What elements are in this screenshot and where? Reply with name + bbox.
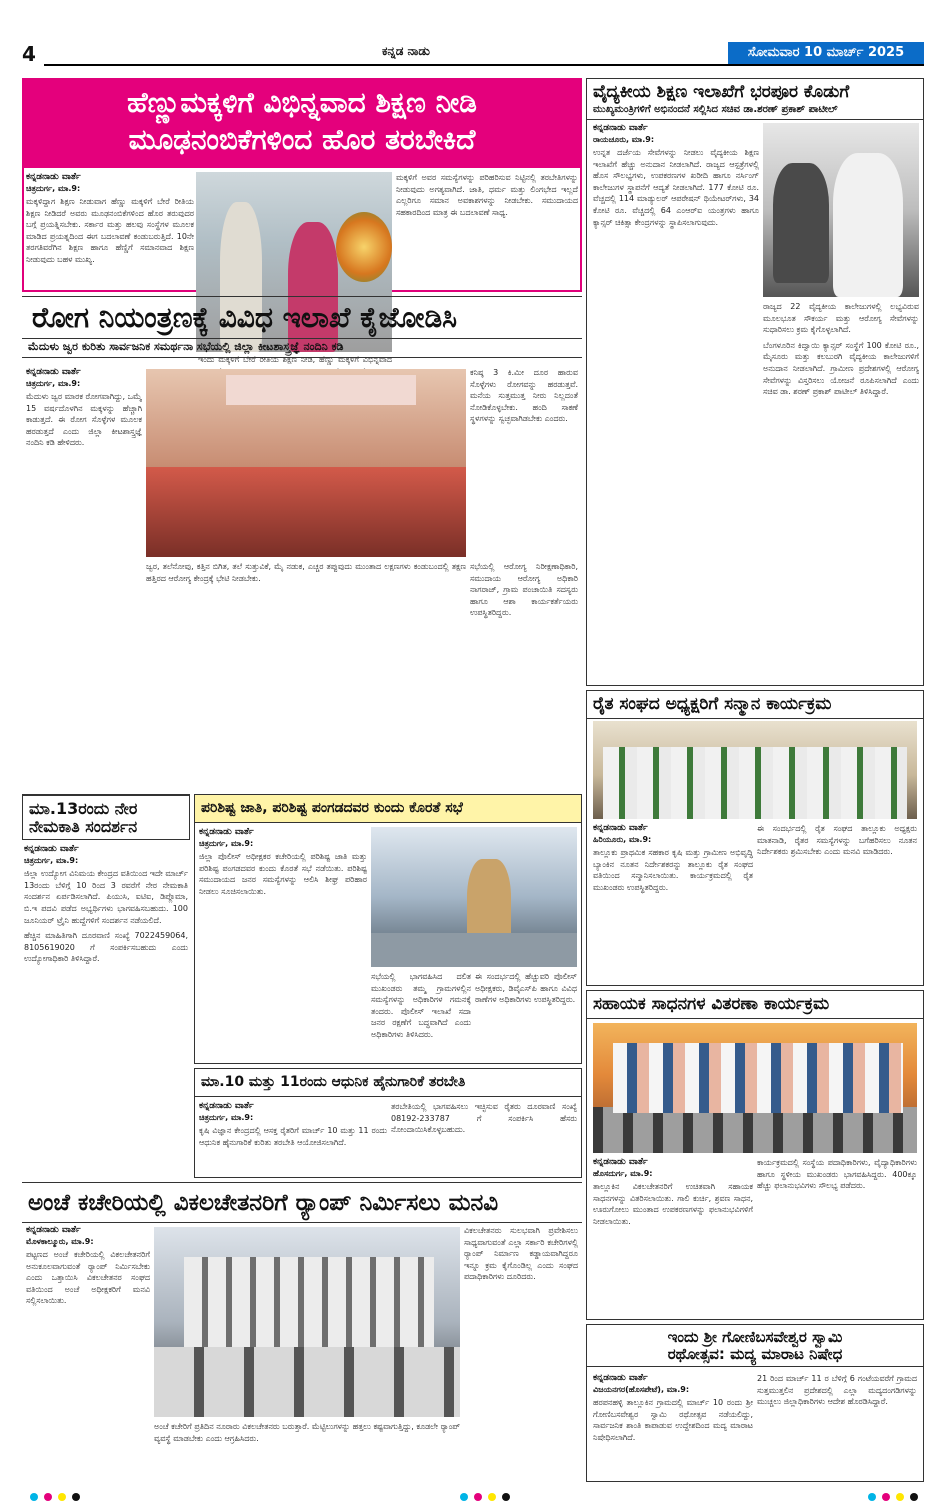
photo-petition xyxy=(154,1227,460,1417)
story3-col1 xyxy=(26,367,142,787)
dateline: ಚಿತ್ರದುರ್ಗ, ಮಾ.9: xyxy=(26,184,81,193)
headline: ಪರಿಶಿಷ್ಟ ಜಾತಿ, ಪರಿಶಿಷ್ಟ ಪಂಗಡದವರ ಕುಂದು ಕೊರತೆ ಸಭೆ xyxy=(195,795,581,823)
group-of-people xyxy=(613,1043,903,1113)
byline: ಕನ್ನಡನಾಡು ವಾರ್ತೆ xyxy=(593,1157,648,1167)
story-medical-education xyxy=(586,78,924,686)
contact-info: ಹೆಚ್ಚಿನ ಮಾಹಿತಿಗಾಗಿ ದೂರವಾಣಿ ಸಂಖ್ಯೆ 7022459064, 8105619020 ಗೆ ಸಂಪರ್ಕಿಸಬಹುದು ಎಂದು ಉದ್ಯೋಗಾಧಿಕಾರಿ ತಿಳಿಸಿದ್ದಾರೆ. xyxy=(24,931,188,964)
body-paragraph: ಕೃಷಿ ವಿಜ್ಞಾನ ಕೇಂದ್ರದಲ್ಲಿ ಆಸಕ್ತ ರೈತರಿಗೆ ಮಾರ್ಚ್ 10 ಮತ್ತು 11 ರಂದು ಆಧುನಿಕ ಹೈನುಗಾರಿಕೆ ಕುರಿತು ತರಬೇತಿ ಆಯೋಜಿಸಲಾಗಿದೆ. xyxy=(199,1126,387,1147)
headline-line1: ಮಾ.13ರಂದು ನೇರ xyxy=(29,799,138,818)
headline-banner xyxy=(24,80,580,168)
masthead xyxy=(22,42,924,70)
figure-official xyxy=(773,163,829,283)
story-dairy-training xyxy=(194,1068,582,1178)
story9-col2 xyxy=(154,1421,460,1479)
byline: ಕನ್ನಡನಾಡು ವಾರ್ತೆ xyxy=(593,123,648,133)
body-paragraph: ಈ ಸಂದರ್ಭದಲ್ಲಿ ರೈತ ಸಂಘದ ತಾಲ್ಲೂಕು ಅಧ್ಯಕ್ಷರು ಮಾತನಾಡಿ, ರೈತರ ಸಮಸ್ಯೆಗಳನ್ನು ಬಗೆಹರಿಸಲು ನೂತನ ನಿರ್ದೇಶಕರು ಶ್ರಮಿಸಬೇಕು ಎಂದು ಮನವಿ ಮಾಡಿದರು. xyxy=(757,824,917,857)
cyan-mark xyxy=(30,1493,38,1501)
dateline: ವಿಜಯನಗರ(ಹೊಸಪೇಟೆ), ಮಾ.9: xyxy=(593,1385,690,1394)
story-assistive-devices xyxy=(586,990,924,1320)
black-mark xyxy=(910,1493,918,1501)
story-recruitment xyxy=(22,794,190,1178)
issue-date: ಸೋಮವಾರ 10 ಮಾರ್ಚ್ 2025 xyxy=(728,42,924,64)
headline-box xyxy=(587,1325,923,1367)
masthead-rule xyxy=(44,64,924,66)
headline: ಅಂಚೆ ಕಚೇರಿಯಲ್ಲಿ ವಿಕಲಚೇತನರಿಗೆ ರ್‍ಯಾಂಪ್ ನಿರ್ಮಿಸಲು ಮನವಿ xyxy=(22,1183,582,1223)
black-mark xyxy=(72,1493,80,1501)
story3-col3 xyxy=(146,561,466,641)
magenta-mark xyxy=(474,1493,482,1501)
body-paragraph: ಜಿಲ್ಲಾ ಪೊಲೀಸ್ ಅಧೀಕ್ಷಕರ ಕಚೇರಿಯಲ್ಲಿ ಪರಿಶಿಷ್ಟ ಜಾತಿ ಮತ್ತು ಪರಿಶಿಷ್ಟ ಪಂಗಡದವರ ಕುಂದು ಕೊರತೆ ಸಭೆ ನಡೆಯಿತು. ಪರಿಶಿಷ್ಟ ಸಮುದಾಯದ ಜನರ ಸಮಸ್ಯೆಗಳನ್ನು ಆಲಿಸಿ ಶೀಘ್ರ ಪರಿಹಾರ ನೀಡಲು ಸೂಚಿಸಲಾಯಿತು. xyxy=(199,852,367,896)
magenta-mark xyxy=(44,1493,52,1501)
dateline: ಚಿತ್ರದುರ್ಗ, ಮಾ.9: xyxy=(26,379,81,388)
wheelchairs xyxy=(593,1107,917,1153)
table xyxy=(371,933,577,967)
story-sc-st-grievance xyxy=(194,794,582,1064)
story6-col3 xyxy=(475,971,577,1061)
story9-col1 xyxy=(26,1225,150,1479)
body-paragraph: ಮಕ್ಕಳಿಗೆ ಅವರ ಸಮಸ್ಯೆಗಳನ್ನು ಪರಿಹರಿಸುವ ನಿಟ್ಟಿನಲ್ಲಿ ತರಬೇತಿಗಳನ್ನು ನೀಡುವುದು ಅಗತ್ಯವಾಗಿದೆ. ಜಾತಿ, ಧರ್ಮ ಮತ್ತು ಲಿಂಗಭೇದ ಇಲ್ಲದೆ ಎಲ್ಲರಿಗೂ ಸಮಾನ ಅವಕಾಶಗಳನ್ನು ನೀಡಬೇಕು. ಸಮುದಾಯದ ಸಹಕಾರದಿಂದ ಮಾತ್ರ ಈ ಬದಲಾವಣೆ ಸಾಧ್ಯ. xyxy=(396,173,578,217)
subheadline: ಮುಖ್ಯಮಂತ್ರಿಗಳಿಗೆ ಅಭಿನಂದನೆ ಸಲ್ಲಿಸಿದ ಸಚಿವ ಡಾ.ಶರಣ್ ಪ್ರಕಾಶ್ ಪಾಟೀಲ್ xyxy=(587,104,923,120)
body-paragraph: ಮಕ್ಕಳಿದ್ದಾಗ ಶಿಕ್ಷಣ ನೀಡುವಾಗ ಹೆಣ್ಣು ಮಕ್ಕಳಿಗೆ ಬೇರೆ ರೀತಿಯ ಶಿಕ್ಷಣ ನೀಡಿದರೆ ಅವರು ಮೂಢನಂಬಿಕೆಗಳಿಂದ ಹೊರ ತರುವುದರ ಬಗ್ಗೆ ಪ್ರಯತ್ನಿಸಬೇಕು. ಸರ್ಕಾರ ಮತ್ತು ಹಲವು ಸಂಸ್ಥೆಗಳ ಮೂಲಕ ಮಾಡಿದ ಪ್ರಯತ್ನದಿಂದ ಈಗ ಬದಲಾವಣೆ ಕಂಡುಬರುತ್ತಿದೆ. 10ನೇ ತರಗತಿವರೆಗಿನ ಶಿಕ್ಷಣ ಹಾಗೂ ಹೆಣ್ಣಿಗೆ ಸಮಾನವಾದ ಶಿಕ್ಷಣ ನೀಡುವುದು ಬಹಳ ಮುಖ್ಯ. xyxy=(26,197,194,264)
body-paragraph: ಇಂದು ಮಕ್ಕಳಿಗೆ ಬೇರೆ ರೀತಿಯ ಶಿಕ್ಷಣ ನೀಡಿ, ಹೆಣ್ಣು ಮಕ್ಕಳಿಗೆ ವಿಭಿನ್ನವಾದ xyxy=(198,355,392,364)
story-farmers-felicitation xyxy=(586,690,924,986)
yellow-mark xyxy=(58,1493,66,1501)
dateline: ಮೊಳಕಾಲ್ಮೂರು, ಮಾ.9: xyxy=(26,1237,94,1246)
photo-felicitation xyxy=(593,721,917,819)
story3-col4 xyxy=(470,561,578,671)
headline: ಸಹಾಯಕ ಸಾಧನಗಳ ವಿತರಣಾ ಕಾರ್ಯಕ್ರಮ xyxy=(587,991,923,1019)
group-of-men xyxy=(603,747,907,819)
dateline: ಚಿತ್ರದುರ್ಗ, ಮಾ.9: xyxy=(199,839,254,848)
story4-col2 xyxy=(757,823,917,983)
dateline: ಹಿರಿಯೂರು, ಮಾ.9: xyxy=(593,835,652,844)
headline: ರೋಗ ನಿಯಂತ್ರಣಕ್ಕೆ ವಿವಿಧ ಇಲಾಖೆ ಕೈಜೋಡಿಸಿ xyxy=(32,301,457,334)
byline: ಕನ್ನಡನಾಡು ವಾರ್ತೆ xyxy=(24,844,79,855)
story6-col2 xyxy=(371,971,471,1061)
photo-police-meeting xyxy=(371,827,577,967)
body-paragraph: ಈ ಸಂದರ್ಭದಲ್ಲಿ ಹೆಚ್ಚುವರಿ ಪೊಲೀಸ್ ಅಧೀಕ್ಷಕರು, ಡಿವೈಎಸ್‌ಪಿ ಹಾಗೂ ವಿವಿಧ ಠಾಣೆಗಳ ಅಧಿಕಾರಿಗಳು ಉಪಸ್ಥಿತರಿದ್ದರು. xyxy=(475,972,577,1005)
body-paragraph: ಜ್ವರ, ತಲೆನೋವು, ಕತ್ತಿನ ಬಿಗಿತ, ತಲೆ ಸುತ್ತುವಿಕೆ, ಮೈ ನಡುಕ, ಎಚ್ಚರ ತಪ್ಪುವುದು ಮುಂತಾದ ಲಕ್ಷಣಗಳು ಕಂಡುಬಂದಲ್ಲಿ ತಕ್ಷಣ ಹತ್ತಿರದ ಆರೋಗ್ಯ ಕೇಂದ್ರಕ್ಕೆ ಭೇಟಿ ನೀಡಬೇಕು. xyxy=(146,562,466,583)
byline: ಕನ್ನಡನಾಡು ವಾರ್ತೆ xyxy=(593,823,648,833)
photo-caption: ರಾಜ್ಯದ 22 ವೈದ್ಯಕೀಯ ಕಾಲೇಜುಗಳಲ್ಲಿ ಲಭ್ಯವಿರುವ ಮೂಲಭೂತ ಸೌಕರ್ಯ ಮತ್ತು ಆರೋಗ್ಯ ಸೇವೆಗಳನ್ನು ಸುಧಾರಿಸಲು ಕ್ರಮ ಕೈಗೊಳ್ಳಲಾಗಿದೆ. xyxy=(763,302,919,335)
byline: ಕನ್ನಡನಾಡು ವಾರ್ತೆ xyxy=(199,827,254,837)
headline-box xyxy=(22,795,190,840)
magenta-mark xyxy=(882,1493,890,1501)
body-paragraph: 21 ರಿಂದ ಮಾರ್ಚ್ 11 ರ ಬೆಳಿಗ್ಗೆ 6 ಗಂಟೆಯವರೆಗೆ ಗ್ರಾಮದ ಸುತ್ತಮುತ್ತಲಿನ ಪ್ರದೇಶದಲ್ಲಿ ಎಲ್ಲಾ ಮದ್ಯದಂಗಡಿಗಳನ್ನು ಮುಚ್ಚಲು ಜಿಲ್ಲಾಧಿಕಾರಿಗಳು ಆದೇಶ ಹೊರಡಿಸಿದ್ದಾರೆ. xyxy=(757,1374,917,1407)
headline-line2: ರಥೋತ್ಸವ: ಮದ್ಯ ಮಾರಾಟ ನಿಷೇಧ xyxy=(667,1344,843,1363)
headline-line2: ಮೂಢನಂಬಿಕೆಗಳಿಂದ ಹೊರ ತರಬೇಕಿದೆ xyxy=(128,122,476,156)
body-paragraph: ಬೆಂಗಳೂರಿನ ಕಿದ್ವಾಯಿ ಕ್ಯಾನ್ಸರ್ ಸಂಸ್ಥೆಗೆ 100 ಕೋಟಿ ರೂ., ಮೈಸೂರು ಮತ್ತು ಕಲಬುರಗಿ ವೈದ್ಯಕೀಯ ಕಾಲೇಜುಗಳಿಗೆ ಅನುದಾನ ನೀಡಲಾಗಿದೆ. ಗ್ರಾಮೀಣ ಪ್ರದೇಶಗಳಲ್ಲಿ ಆರೋಗ್ಯ ಸೇವೆಗಳನ್ನು ವಿಸ್ತರಿಸಲು ಯೋಜನೆ ರೂಪಿಸಲಾಗಿದೆ ಎಂದು ಸಚಿವ ಡಾ. ಶರಣ್ ಪ್ರಕಾಶ್ ಪಾಟೀಲ್ ತಿಳಿಸಿದ್ದಾರೆ. xyxy=(763,340,919,397)
group-of-men xyxy=(184,1257,434,1347)
body-paragraph: ತಾಲ್ಲೂಕು ಪ್ರಾಥಮಿಕ ಸಹಕಾರ ಕೃಷಿ ಮತ್ತು ಗ್ರಾಮೀಣ ಅಭಿವೃದ್ಧಿ ಬ್ಯಾಂಕಿನ ನೂತನ ನಿರ್ದೇಶಕರನ್ನು ತಾಲ್ಲೂಕು ರೈತ ಸಂಘದ ವತಿಯಿಂದ ಸನ್ಮಾನಿಸಲಾಯಿತು. ಕಾರ್ಯಕ್ರಮದಲ್ಲಿ ರೈತ ಮುಖಂಡರು ಉಪಸ್ಥಿತರಿದ್ದರು. xyxy=(593,848,753,892)
yellow-mark xyxy=(896,1493,904,1501)
dateline: ಚಿತ್ರದುರ್ಗ, ಮಾ.9: xyxy=(24,856,79,866)
paper-name: ಕನ್ನಡ ನಾಡು xyxy=(382,44,430,58)
story6-col1 xyxy=(199,827,367,1061)
body-paragraph: ಹರಪನಹಳ್ಳಿ ತಾಲ್ಲೂಕಿನ ಗ್ರಾಮದಲ್ಲಿ ಮಾರ್ಚ್ 10 ರಂದು ಶ್ರೀ ಗೋಣಿಬಸವೇಶ್ವರ ಸ್ವಾಮಿ ರಥೋತ್ಸವ ನಡೆಯಲಿದ್ದು, ಸಾರ್ವಜನಿಕ ಶಾಂತಿ ಕಾಪಾಡುವ ಉದ್ದೇಶದಿಂದ ಮದ್ಯ ಮಾರಾಟ ನಿಷೇಧಿಸಲಾಗಿದೆ. xyxy=(593,1398,753,1442)
headline-line1: ಹೆಣ್ಣುಮಕ್ಕಳಿಗೆ ವಿಭಿನ್ನವಾದ ಶಿಕ್ಷಣ ನೀಡಿ xyxy=(127,86,477,119)
page-number: 4 xyxy=(22,42,36,66)
figure-minister xyxy=(833,153,903,297)
body-paragraph: ಕಾರ್ಯಕ್ರಮದಲ್ಲಿ ಸಂಸ್ಥೆಯ ಪದಾಧಿಕಾರಿಗಳು, ವೈದ್ಯಾಧಿಕಾರಿಗಳು ಹಾಗೂ ಸ್ಥಳೀಯ ಮುಖಂಡರು ಭಾಗವಹಿಸಿದ್ದರು. 400ಕ್ಕೂ ಹೆಚ್ಚು ಫಲಾನುಭವಿಗಳು ಸೌಲಭ್ಯ ಪಡೆದರು. xyxy=(757,1158,917,1191)
story10-col2 xyxy=(757,1373,917,1479)
story8-col2 xyxy=(757,1157,917,1317)
byline: ಕನ್ನಡನಾಡು ವಾರ್ತೆ xyxy=(26,367,81,377)
body-paragraph: ಮೆದುಳು ಜ್ವರ ಮಾರಕ ರೋಗವಾಗಿದ್ದು, ಒಮ್ಮೆ 15 ವರ್ಷದೊಳಗಿನ ಮಕ್ಕಳನ್ನು ಹೆಚ್ಚಾಗಿ ಕಾಡುತ್ತದೆ. ಈ ರೋಗ ಸೊಳ್ಳೆಗಳ ಮೂಲಕ ಹರಡುತ್ತದೆ ಎಂದು ಜಿಲ್ಲಾ ಕೀಟಶಾಸ್ತ್ರಜ್ಞೆ ನಂದಿನಿ ಕಡಿ ಹೇಳಿದರು. xyxy=(26,392,142,448)
cyan-mark xyxy=(868,1493,876,1501)
story-rathotsava-liquor-ban xyxy=(586,1324,924,1482)
story-post-office-ramp xyxy=(22,1182,582,1482)
body-paragraph: ಪಟ್ಟಣದ ಅಂಚೆ ಕಚೇರಿಯಲ್ಲಿ ವಿಕಲಚೇತನರಿಗೆ ಅನುಕೂಲವಾಗುವಂತೆ ರ್‍ಯಾಂಪ್ ನಿರ್ಮಿಸಬೇಕು ಎಂದು ಒತ್ತಾಯಿಸಿ ವಿಕಲಚೇತನರ ಸಂಘದ ವತಿಯಿಂದ ಅಂಚೆ ಅಧೀಕ್ಷಕರಿಗೆ ಮನವಿ ಸಲ್ಲಿಸಲಾಯಿತು. xyxy=(26,1250,150,1306)
byline: ಕನ್ನಡನಾಡು ವಾರ್ತೆ xyxy=(26,172,81,182)
headline-line1: ಇಂದು ಶ್ರೀ ಗೋಣಿಬಸವೇಶ್ವರ ಸ್ವಾಮಿ xyxy=(667,1328,843,1346)
registration-marks xyxy=(0,1493,945,1503)
cyan-mark xyxy=(460,1493,468,1501)
body-paragraph: ಕನಿಷ್ಠ 3 ಕಿ.ಮೀ ದೂರ ಹಾರುವ ಸೊಳ್ಳೆಗಳು ರೋಗವನ್ನು ಹರಡುತ್ತವೆ. ಮನೆಯ ಸುತ್ತಮುತ್ತ ನೀರು ನಿಲ್ಲದಂತೆ ನೋಡಿಕೊಳ್ಳಬೇಕು. ಹಂದಿ ಸಾಕಣೆ ಸ್ಥಳಗಳನ್ನು ಸ್ವಚ್ಛವಾಗಿಡಬೇಕು ಎಂದರು. xyxy=(470,368,578,424)
decorated-idol xyxy=(336,212,392,282)
story2-col1 xyxy=(593,123,759,683)
byline: ಕನ್ನಡನಾಡು ವಾರ್ತೆ xyxy=(26,1225,81,1235)
body-paragraph: ತರಬೇತಿಯಲ್ಲಿ ಭಾಗವಹಿಸಲು ಇಚ್ಛಿಸುವ ರೈತರು ದೂರವಾಣಿ ಸಂಖ್ಯೆ 08192-233787 ಗೆ ಸಂಪರ್ಕಿಸಿ ಹೆಸರು ನೋಂದಾಯಿಸಿಕೊಳ್ಳಬಹುದು. xyxy=(391,1102,577,1135)
body-paragraph: ಅಂಚೆ ಕಚೇರಿಗೆ ಪ್ರತಿದಿನ ನೂರಾರು ವಿಕಲಚೇತನರು ಬರುತ್ತಾರೆ. ಮೆಟ್ಟಿಲುಗಳನ್ನು ಹತ್ತಲು ಕಷ್ಟವಾಗುತ್ತಿದ್ದು, ಕೂಡಲೇ ರ್‍ಯಾಂಪ್ ವ್ಯವಸ್ಥೆ ಮಾಡಬೇಕು ಎಂದು ಆಗ್ರಹಿಸಿದರು. xyxy=(154,1422,460,1443)
byline: ಕನ್ನಡನಾಡು ವಾರ್ತೆ xyxy=(593,1373,648,1383)
story4-col1 xyxy=(593,823,753,983)
headline: ವೈದ್ಯಕೀಯ ಶಿಕ್ಷಣ ಇಲಾಖೆಗೆ ಭರಪೂರ ಕೊಡುಗೆ xyxy=(593,82,850,102)
audience xyxy=(146,467,466,557)
photo-minister xyxy=(763,123,919,297)
story9-col3 xyxy=(464,1225,578,1479)
dateline: ಚಿತ್ರದುರ್ಗ, ಮಾ.9: xyxy=(199,1113,254,1122)
story-disease-control xyxy=(22,296,582,790)
dateline: ಹೊಸದುರ್ಗ, ಮಾ.9: xyxy=(593,1169,653,1178)
body-paragraph: ಸಭೆಯಲ್ಲಿ ಭಾಗವಹಿಸಿದ ದಲಿತ ಮುಖಂಡರು ತಮ್ಮ ಗ್ರಾಮಗಳಲ್ಲಿನ ಸಮಸ್ಯೆಗಳನ್ನು ಅಧಿಕಾರಿಗಳ ಗಮನಕ್ಕೆ ತಂದರು. ಪೊಲೀಸ್ ಇಲಾಖೆ ಸದಾ ಜನರ ರಕ್ಷಣೆಗೆ ಬದ್ಧವಾಗಿದೆ ಎಂದು ಅಧಿಕಾರಿಗಳು ತಿಳಿಸಿದರು. xyxy=(371,972,471,1039)
story3-col2 xyxy=(470,367,578,557)
story7-col1 xyxy=(199,1101,387,1175)
photo-device-distribution xyxy=(593,1023,917,1153)
headline: ಮಾ.10 ಮತ್ತು 11ರಂದು ಆಧುನಿಕ ಹೈನುಗಾರಿಕೆ ತರಬೇತಿ xyxy=(195,1069,581,1097)
scooters xyxy=(154,1347,460,1417)
headline-line2: ನೇಮಕಾತಿ ಸಂದರ್ಶನ xyxy=(29,816,138,836)
body-paragraph: ಸಭೆಯಲ್ಲಿ ಆರೋಗ್ಯ ನಿರೀಕ್ಷಣಾಧಿಕಾರಿ, ಸಮುದಾಯ ಆರೋಗ್ಯ ಅಧಿಕಾರಿ ನಾಗರಾಜ್, ಗ್ರಾಮ ಪಂಚಾಯಿತಿ ಸದಸ್ಯರು ಹಾಗೂ ಆಶಾ ಕಾರ್ಯಕರ್ತೆಯರು ಉಪಸ್ಥಿತರಿದ್ದರು. xyxy=(470,562,578,618)
headline: ರೈತ ಸಂಘದ ಅಧ್ಯಕ್ಷರಿಗೆ ಸನ್ಮಾನ ಕಾರ್ಯಕ್ರಮ xyxy=(587,691,923,719)
banner xyxy=(226,375,416,405)
story2-col2 xyxy=(763,301,919,681)
story7-col2 xyxy=(391,1101,577,1175)
black-mark xyxy=(502,1493,510,1501)
subheadline: ಮೆದುಳು ಜ್ವರ ಕುರಿತು ಸಾರ್ವಜನಿಕ ಸಮರ್ಥನಾ ಸಭೆಯಲ್ಲಿ ಜಿಲ್ಲಾ ಕೀಟಶಾಸ್ತ್ರಜ್ಞೆ ನಂದಿನಿ ಕಡಿ xyxy=(22,338,582,358)
body-paragraph: ತಾಲ್ಲೂಕಿನ ವಿಕಲಚೇತನರಿಗೆ ಉಚಿತವಾಗಿ ಸಹಾಯಕ ಸಾಧನಗಳನ್ನು ವಿತರಿಸಲಾಯಿತು. ಗಾಲಿ ಕುರ್ಚಿ, ಶ್ರವಣ ಸಾಧನ, ಊರುಗೋಲು ಮುಂತಾದ ಉಪಕರಣಗಳನ್ನು ಫಲಾನುಭವಿಗಳಿಗೆ ನೀಡಲಾಯಿತು. xyxy=(593,1182,753,1226)
dateline: ರಾಯಚೂರು, ಮಾ.9: xyxy=(593,135,655,144)
photo-awareness-meeting xyxy=(146,369,466,557)
story10-col1 xyxy=(593,1373,753,1479)
body-paragraph: ಉನ್ನತ ದರ್ಜೆಯ ಸೇವೆಗಳನ್ನು ನೀಡಲು ವೈದ್ಯಕೀಯ ಶಿಕ್ಷಣ ಇಲಾಖೆಗೆ ಹೆಚ್ಚು ಅನುದಾನ ನೀಡಲಾಗಿದೆ. ರಾಜ್ಯದ ಆಸ್ಪತ್ರೆಗಳಲ್ಲಿ ಹೊಸ ಸೌಲಭ್ಯಗಳು, ಉಪಕರಣಗಳ ಖರೀದಿ ಹಾಗೂ ನರ್ಸಿಂಗ್ ಕಾಲೇಜುಗಳ ಸ್ಥಾಪನೆಗೆ ಆದ್ಯತೆ ನೀಡಲಾಗಿದೆ. 177 ಕೋಟಿ ರೂ. ವೆಚ್ಚದಲ್ಲಿ 114 ಮಾಡ್ಯುಲರ್ ಆಪರೇಷನ್ ಥಿಯೇಟರ್‌ಗಳು, 34 ಕೋಟಿ ರೂ. ವೆಚ್ಚದಲ್ಲಿ 64 ಎಂಆರ್‌ಐ ಯಂತ್ರಗಳು ಹಾಗೂ ಕ್ಯಾನ್ಸರ್ ಚಿಕಿತ್ಸಾ ಕೇಂದ್ರಗಳನ್ನು ಸ್ಥಾಪಿಸಲಾಗುವುದು. xyxy=(593,148,759,227)
byline: ಕನ್ನಡನಾಡು ವಾರ್ತೆ xyxy=(199,1101,254,1111)
yellow-mark xyxy=(488,1493,496,1501)
story8-col1 xyxy=(593,1157,753,1317)
body-paragraph: ವಿಕಲಚೇತನರು ಸುಲಭವಾಗಿ ಪ್ರವೇಶಿಸಲು ಸಾಧ್ಯವಾಗುವಂತೆ ಎಲ್ಲಾ ಸರ್ಕಾರಿ ಕಚೇರಿಗಳಲ್ಲಿ ರ್‍ಯಾಂಪ್ ನಿರ್ಮಾಣ ಕಡ್ಡಾಯವಾಗಿದ್ದರೂ ಇನ್ನೂ ಕ್ರಮ ಕೈಗೊಂಡಿಲ್ಲ ಎಂದು ಸಂಘದ ಪದಾಧಿಕಾರಿಗಳು ದೂರಿದರು. xyxy=(464,1226,578,1282)
body-paragraph: ಜಿಲ್ಲಾ ಉದ್ಯೋಗ ವಿನಿಮಯ ಕೇಂದ್ರದ ವತಿಯಿಂದ ಇದೇ ಮಾರ್ಚ್ 13ರಂದು ಬೆಳಿಗ್ಗೆ 10 ರಿಂದ 3 ರವರೆಗೆ ನೇರ ನೇಮಕಾತಿ ಸಂದರ್ಶನ ಏರ್ಪಡಿಸಲಾಗಿದೆ. ಪಿಯುಸಿ, ಐಟಿಐ, ಡಿಪ್ಲೊಮಾ, ಬಿ.ಇ ಪದವಿ ಪಡೆದ ಅಭ್ಯರ್ಥಿಗಳು ಭಾಗವಹಿಸಬಹುದು. 100 ಜೂನಿಯರ್ ಟ್ರೈನಿ ಹುದ್ದೆಗಳಿಗೆ ಸಂದರ್ಶನ ನಡೆಯಲಿದೆ. xyxy=(24,869,188,925)
